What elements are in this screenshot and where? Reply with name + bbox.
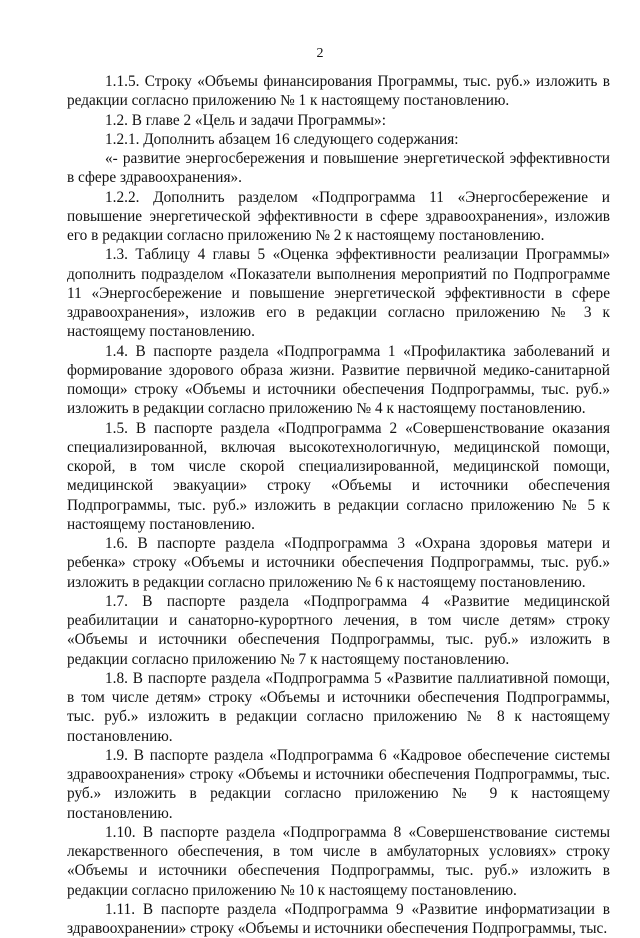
paragraph-1-1-5: 1.1.5. Строку «Объемы финансирования Программы, тыс. руб.» изложить в редакции согласно приложению № 1 к настоящему постановлению. bbox=[67, 73, 610, 110]
paragraph-1-10: 1.10. В паспорте раздела «Подпрограмма 8 «Совершенствование системы лекарственного обеспечения, в том числе в амбулаторных условиях» строку «Объемы и источники обеспечения Подпрограммы, тыс. руб.» изложить в редакции согласно приложению № 10 к настоящему постановлению. bbox=[67, 823, 610, 899]
paragraph-1-2-1: 1.2.1. Дополнить абзацем 16 следующего содержания: bbox=[105, 130, 459, 148]
paragraph-1-5: 1.5. В паспорте раздела «Подпрограмма 2 «Совершенствование оказания специализированной, включая высокотехнологичную, медицинской помощи, скорой, в том числе скорой специализированной, медицинской помощи, медицинской эвакуации» строку «Объемы и источники обеспечения Подпрограммы, тыс. руб.» изложить в редакции согласно приложению № 5 к настоящему постановлению. bbox=[67, 419, 610, 533]
page-number: 2 bbox=[316, 46, 324, 61]
paragraph-1-11: 1.11. В паспорте раздела «Подпрограмма 9 «Развитие информатизации в здравоохранении» строку «Объемы и источники обеспечения Подпрограммы, тыс. bbox=[67, 900, 610, 937]
document-body bbox=[67, 72, 610, 938]
paragraph-1-2: 1.2. В главе 2 «Цель и задачи Программы»: bbox=[105, 111, 386, 129]
paragraph-1-9: 1.9. В паспорте раздела «Подпрограмма 6 «Кадровое обеспечение системы здравоохранения» строку «Объемы и источники обеспечения Подпрограммы, тыс. руб.» изложить в редакции согласно приложению № 9 к настоящему постановлению. bbox=[67, 746, 610, 822]
paragraph-1-8: 1.8. В паспорте раздела «Подпрограмма 5 «Развитие паллиативной помощи, в том числе детям» строку «Объемы и источники обеспечения Подпрограммы, тыс. руб.» изложить в редакции согласно приложению № 8 к настоящему постановлению. bbox=[67, 669, 610, 745]
paragraph-1-3: 1.3. Таблицу 4 главы 5 «Оценка эффективности реализации Программы» дополнить подразделом «Показатели выполнения мероприятий по Подпрограмме 11 «Энергосбережение и повышение энергетической эффективности в сфере здравоохранения», изложив его в редакции согласно приложению № 3 к настоящему постановлению. bbox=[67, 246, 610, 341]
paragraph-1-2-2: 1.2.2. Дополнить разделом «Подпрограмма 11 «Энергосбережение и повышение энергетической эффективности в сфере здравоохранения», изложив его в редакции согласно приложению № 2 к настоящему постановлению. bbox=[67, 188, 610, 244]
paragraph-quote: «- развитие энергосбережения и повышение энергетической эффективности в сфере здравоохранения». bbox=[67, 150, 610, 187]
paragraph-1-4: 1.4. В паспорте раздела «Подпрограмма 1 «Профилактика заболеваний и формирование здорового образа жизни. Развитие первичной медико-санитарной помощи» строку «Объемы и источники обеспечения Подпрограммы, тыс. руб.» изложить в редакции согласно приложению № 4 к настоящему постановлению. bbox=[67, 342, 610, 418]
paragraph-1-7: 1.7. В паспорте раздела «Подпрограмма 4 «Развитие медицинской реабилитации и санаторно-курортного лечения, в том числе детям» строку «Объемы и источники обеспечения Подпрограммы, тыс. руб.» изложить в редакции согласно приложению № 7 к настоящему постановлению. bbox=[67, 592, 610, 668]
paragraph-1-6: 1.6. В паспорте раздела «Подпрограмма 3 «Охрана здоровья матери и ребенка» строку «Объемы и источники обеспечения Подпрограммы, тыс. руб.» изложить в редакции согласно приложению № 6 к настоящему постановлению. bbox=[67, 535, 610, 591]
